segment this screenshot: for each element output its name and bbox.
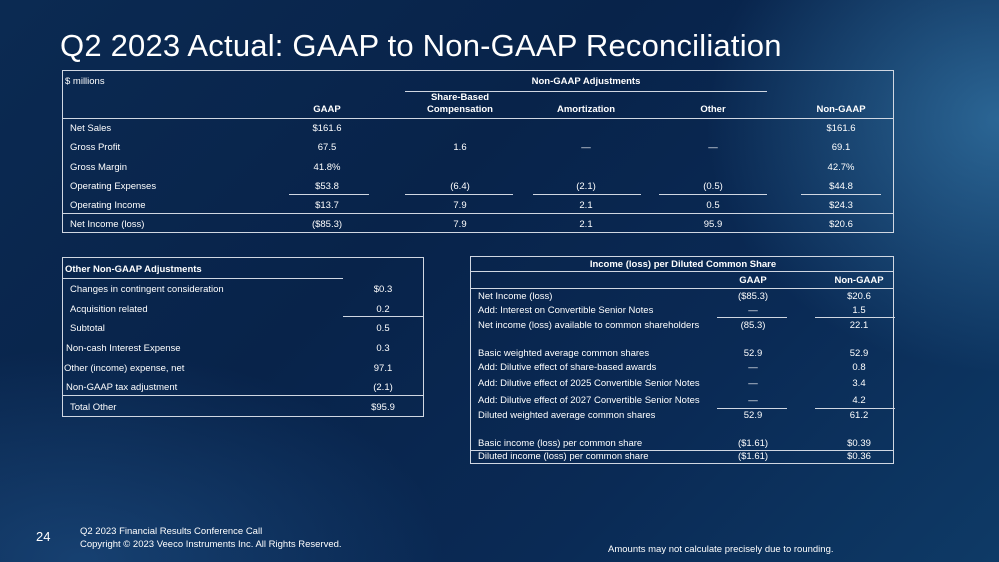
adjustments-group-header: Non-GAAP Adjustments [531, 76, 641, 87]
subtotal-rule [533, 194, 641, 195]
col-header-gaap: GAAP [313, 104, 341, 115]
row-label: Net income (loss) available to common shareholders [478, 320, 700, 331]
row-label: Net Income (loss) [478, 291, 553, 302]
cell-non-gaap: $20.6 [847, 291, 871, 302]
row-label: Basic income (loss) per common share [478, 438, 643, 449]
eps-header: Income (loss) per Diluted Common Share [589, 259, 777, 270]
cell-gaap: ($85.3) [737, 291, 769, 302]
row-divider [63, 213, 893, 214]
row-value: $95.9 [371, 402, 395, 413]
row-label: Add: Interest on Convertible Senior Notes [478, 305, 654, 316]
row-label: Total Other [70, 402, 117, 413]
cell-sbc: (6.4) [450, 181, 470, 192]
row-label: Changes in contingent consideration [70, 284, 224, 295]
cell-non-gaap: 42.7% [827, 162, 855, 173]
subtotal-rule [289, 194, 369, 195]
cell-gaap: — [748, 395, 758, 406]
other-adjustments-header: Other Non-GAAP Adjustments [65, 264, 202, 275]
cell-non-gaap: $0.39 [847, 438, 871, 449]
cell-gaap: — [748, 305, 758, 316]
cell-gaap: $13.7 [315, 200, 339, 211]
cell-gaap: 67.5 [317, 142, 337, 153]
cell-gaap: — [748, 362, 758, 373]
row-label: Gross Margin [70, 162, 128, 173]
cell-gaap: ($1.61) [737, 438, 769, 449]
cell-non-gaap: $44.8 [829, 181, 853, 192]
cell-non-gaap: 1.5 [852, 305, 866, 316]
page-title: Q2 2023 Actual: GAAP to Non-GAAP Reconciliation [60, 28, 782, 63]
subtotal-rule [815, 408, 895, 409]
row-label: Gross Profit [70, 142, 121, 153]
row-label: Add: Dilutive effect of 2025 Convertible Senior Notes [478, 378, 700, 389]
header-rule [471, 271, 893, 272]
cell-amortization: 2.1 [579, 200, 593, 211]
col-header-gaap: GAAP [739, 275, 767, 286]
cell-non-gaap: $0.36 [847, 451, 871, 462]
row-label: Net Income (loss) [70, 219, 145, 230]
cell-non-gaap: 3.4 [852, 378, 866, 389]
cell-amortization: 2.1 [579, 219, 593, 230]
col-header-other: Other [700, 104, 726, 115]
subtotal-rule [659, 194, 767, 195]
cell-non-gaap: 52.9 [849, 348, 869, 359]
cell-gaap: (85.3) [740, 320, 766, 331]
cell-non-gaap: 22.1 [849, 320, 869, 331]
cell-gaap: 52.9 [743, 410, 763, 421]
cell-other: (0.5) [703, 181, 723, 192]
cell-non-gaap: 0.8 [852, 362, 866, 373]
row-value: $0.3 [373, 284, 393, 295]
header-rule [63, 278, 343, 279]
subtotal-rule [815, 317, 895, 318]
cell-other: — [708, 142, 718, 153]
total-rule [63, 395, 423, 396]
row-value: (2.1) [373, 382, 393, 393]
row-label: Non-cash Interest Expense [66, 343, 181, 354]
row-label: Operating Income [70, 200, 146, 211]
cell-gaap: ($1.61) [737, 451, 769, 462]
cell-gaap: $161.6 [312, 123, 342, 134]
row-label: Acquisition related [70, 304, 148, 315]
cell-non-gaap: $24.3 [829, 200, 853, 211]
col-header-non-gaap: Non-GAAP [834, 275, 884, 286]
subtotal-rule [405, 194, 513, 195]
col-header-non-gaap: Non-GAAP [816, 104, 866, 115]
cell-other: 95.9 [703, 219, 723, 230]
col-header-amortization: Amortization [556, 104, 616, 115]
cell-sbc: 1.6 [453, 142, 467, 153]
reconciliation-table [62, 70, 894, 233]
cell-amortization: — [581, 142, 591, 153]
row-label: Add: Dilutive effect of share-based awards [478, 362, 657, 373]
subtotal-rule [717, 408, 787, 409]
header-rule [63, 118, 893, 119]
cell-gaap: 52.9 [743, 348, 763, 359]
other-adjustments-table [62, 257, 424, 417]
col-header-sbc-1: Share-Based [430, 92, 490, 103]
subheader-rule [471, 288, 893, 289]
row-value: 0.5 [376, 323, 390, 334]
row-label: Non-GAAP tax adjustment [66, 382, 178, 393]
unit-label: $ millions [65, 76, 105, 87]
row-label: Net Sales [70, 123, 112, 134]
subtotal-rule [801, 194, 881, 195]
cell-non-gaap: 69.1 [831, 142, 851, 153]
col-header-sbc-2: Compensation [427, 104, 493, 115]
footer-copyright: Copyright © 2023 Veeco Instruments Inc. All Rights Reserved. [80, 539, 342, 550]
footer-event-name: Q2 2023 Financial Results Conference Call [80, 526, 263, 537]
row-label: Diluted income (loss) per common share [478, 451, 649, 462]
cell-non-gaap: 61.2 [849, 410, 869, 421]
cell-other: 0.5 [706, 200, 720, 211]
cell-gaap: 41.8% [313, 162, 341, 173]
cell-sbc: 7.9 [453, 200, 467, 211]
cell-non-gaap: $20.6 [829, 219, 853, 230]
row-label: Other (income) expense, net [64, 363, 185, 374]
subtotal-rule [717, 317, 787, 318]
cell-gaap: $53.8 [315, 181, 339, 192]
rounding-note: Amounts may not calculate precisely due to rounding. [608, 544, 834, 555]
row-value: 0.2 [376, 304, 390, 315]
cell-non-gaap: $161.6 [826, 123, 856, 134]
page-number: 24 [36, 529, 51, 544]
cell-non-gaap: 4.2 [852, 395, 866, 406]
row-label: Add: Dilutive effect of 2027 Convertible Senior Notes [478, 395, 700, 406]
row-value: 97.1 [373, 363, 393, 374]
subtotal-rule [343, 316, 424, 317]
row-label: Operating Expenses [70, 181, 157, 192]
row-label: Diluted weighted average common shares [478, 410, 656, 421]
row-label: Subtotal [70, 323, 105, 334]
row-value: 0.3 [376, 343, 390, 354]
cell-gaap: — [748, 378, 758, 389]
row-label: Basic weighted average common shares [478, 348, 650, 359]
cell-gaap: ($85.3) [311, 219, 343, 230]
eps-table [470, 256, 894, 464]
cell-sbc: 7.9 [453, 219, 467, 230]
cell-amortization: (2.1) [576, 181, 596, 192]
